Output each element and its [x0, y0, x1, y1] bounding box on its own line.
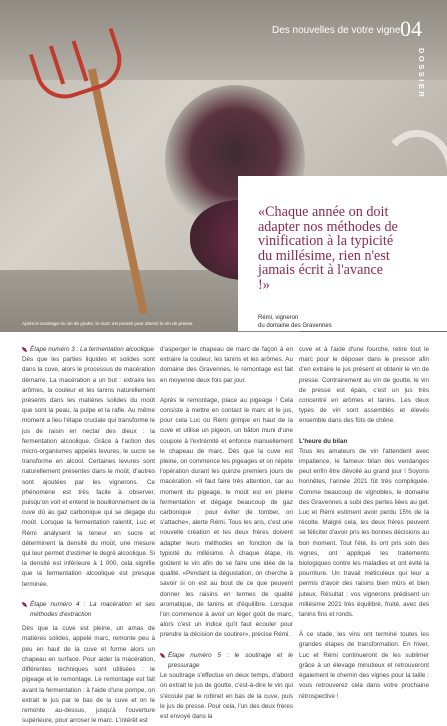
paragraph: Tous les amateurs de vin l'attendent avec impatience, le fameux bilan des vendanges peut enfin être dévoilé au grand jour ! Soyons honnêtes, l'année 2021 fût très compliquée. Comme beaucoup de vignobles, le domaine des Gravennes a subi des pertes liées au gel. Luc et Rémi estiment avoir perdu 15% de la récolte. Malgré cela, les deux frères peuvent se féliciter d'avoir pris les bonnes décisions au bon moment. Tout l'été, ils ont pris soin des vignes, ont appliqué les traitements biologiques contre les maladies et ont évité la pourriture. Un travail méticuleux qui leur a permis d'avoir des raisins bien mûrs et bien juteux. Résultat : vos vignerons prédisent un millésime 2021 très équilibré, fruité, avec des tanins fins et ronds. — [299, 447, 429, 619]
paragraph: À ce stade, les vins ont terminé toutes les grandes étapes de transformation. En hiver, Luc et Rémi continueront de les sublimer grâce à un élevage minutieux et retrouveront également le chemin des vignes pour la taille : vous retrouverez cela dans votre prochaine rétrospective ! — [299, 631, 429, 700]
quote-author-role: du domaine des Gravennes — [258, 323, 332, 329]
article-column-1 — [22, 345, 155, 726]
step-title: Étape numéro 5 : le soutirage et le pressurage — [168, 651, 293, 669]
pull-quote: «Chaque année on doit adapter nos méthodes de vinification à la typicité du millésime, rien n'est jamais écrit à l'avance !» — [258, 204, 398, 293]
article-column-3 — [299, 345, 429, 702]
step-title: Étape numéro 3 : La fermentation alcoolique — [30, 346, 154, 353]
subheading: L'heure du bilan — [299, 437, 348, 445]
quote-author — [258, 314, 408, 330]
step-heading — [22, 600, 155, 620]
step-heading — [22, 345, 155, 355]
paragraph: Dès que les parties liquides et solides sont dans la cuve, alors le processus de macération démarre. La macération a un but : extraire les arômes, la couleur et les tanins naturellement présents dans les matières solides du moût que sont la peau, la pulpe et la rafle. Au même moment a lieu l'étape cruciale qui transforme le jus de raisin en nectar des dieux : la fermentation alcoolique. Grâce à l'action des micro-organismes appelés levures, le sucre se transforme en alcool. Certaines levures sont naturellement présentes dans le moût, d'autres sont ajoutées par les vignerons. Ce phénomène est très facile à observer, puisqu'on voit et entend le bouillonnement de la cuve dû au gaz carbonique qui se dégage du moût. Lorsque la fermentation ralentit, Luc et Rémi analysent la teneur en sucre et déterminent la densité du moût, une mesure qui leur permet d'estimer le degré alcoolique. Si la densité est inférieure à 1 000, cela signifie que la fermentation alcoolique est presque terminée. — [22, 356, 155, 588]
paragraph: Le soutirage s'effectue en deux temps, d'abord on extrait le jus de goutte, c'est-à-dire le vin qui s'écoule par le robinet en bas de la cuve, puis le jus de presse. Pour cela, l'un des deux frères est envoyé dans la — [160, 672, 293, 720]
page-number: 04 — [400, 16, 422, 41]
leaf-icon — [22, 602, 27, 607]
section-label: DOSSIER — [417, 48, 426, 100]
header-title: Des nouvelles de votre vigne — [272, 25, 401, 36]
paragraph: d'asperger le chapeau de marc de façon à en extraire la couleur, les tanins et les arômes. Au domaine des Gravennes, le remontage est fait en moyenne deux fois par jour. — [160, 346, 293, 384]
paragraph: Après le remontage, place au pigeage ! Cela consiste à mettre en contact le marc et le jus, pour cela Luc ou Rémi grimpe en haut de la cuve et utilise un pigeon, un bâton muni d'une coupole à l'extrémité et enfonce manuellement le chapeau de marc. Dès que la cuve est pleine, on commence les pigeages et on répète l'opération durant les quinze premiers jours de macération. «Il faut faire très attention, car au moment du pigeage, le moût est en pleine fermentation et dégage beaucoup de gaz carbonique : pour éviter de tomber, on s'attache», alerte Rémi. Tous les ans, c'est une nouvelle création et les deux frères doivent adapter leurs méthodes en fonction de la typicité du millésime. À chaque étape, ils goûtent le vin afin de se faire une idée de la qualité. «Pendant la dégustation, on cherche à savoir si on est au bout de ce que peuvent donner les raisins en termes de qualité aromatique, de tanins et d'équilibre. Lorsque l'on commence à avoir un léger goût de marc, alors c'est un indice qu'il faut écouler pour prendre la décision de soutirer», précise Rémi. — [160, 396, 293, 639]
quote-author-name: Rémi, vigneron — [258, 315, 299, 321]
step-heading — [160, 651, 293, 671]
paragraph: cuve et à l'aide d'une fourche, retire tout le marc pour le déposer dans le pressoir afin d'en extraire le jus présent et obtenir le vin de presse. Contrairement au vin de goutte, le vin de presse est épais, c'est un jus très concentré en arômes et tanins. Les deux types de vin sont assemblés et élevés ensemble dans des fûts de chêne. — [299, 346, 429, 425]
step-title: Étape numéro 4 : La macération et ses méthodes d'extraction — [30, 600, 155, 619]
leaf-icon — [160, 653, 165, 658]
photo-caption: Après le soutirage du vin de goutte, le marc est pressé pour obtenir le vin de presse. — [22, 321, 194, 326]
paragraph: Dès que la cuve est pleine, un amas de matières solides, appelé marc, remonte peu à peu en haut de la cuve et forme alors un chapeau en surface. Pour aider la macération, différentes techniques sont utilisées : le pigeage et le remontage. Le remontage est fait avant la fermentation : à l'aide d'une pompe, on extrait le jus par le bas de la cuve et on le remonte au-dessus, jusqu'à l'ouverture supérieure, pour arroser le marc. L'intérêt est — [22, 625, 155, 725]
leaf-icon — [22, 347, 27, 352]
article-column-2 — [160, 345, 293, 722]
